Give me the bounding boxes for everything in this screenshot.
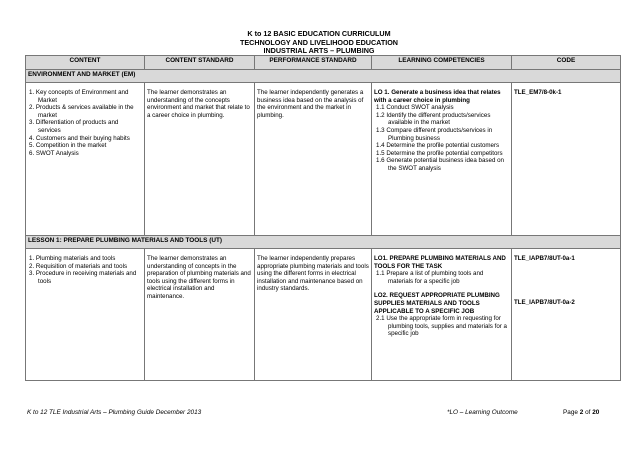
document-header [0,30,638,56]
code-cell: TLE_EM7/8-0k-1 [512,83,621,236]
list-item: 1.6 Generate potential business idea based on the SWOT analysis [376,157,504,172]
list-item: 1.1 Prepare a list of plumbing tools and materials for a specific job [376,270,484,285]
curriculum-table [25,55,621,381]
col-header-code: CODE [512,56,621,70]
list-item: 2.1 Use the appropriate form in requesting for plumbing tools, supplies and materials for a specific job [376,315,508,338]
col-header-content: CONTENT [26,56,145,70]
content-cell [26,83,145,236]
footer-page-number: Page 2 of 20 [563,409,600,416]
list-item: 3. Procedure in receiving materials and tools [29,270,137,285]
code-value: TLE_IAPB7/8UT-0a-2 [514,298,575,306]
header-line-2: TECHNOLOGY AND LIVELIHOOD EDUCATION [240,37,398,47]
section-row [26,236,621,249]
list-item: 4. Customers and their buying habits [29,134,130,142]
footer-document-title: K to 12 TLE Industrial Arts – Plumbing Guide December 2013 [27,409,202,416]
header-line-3: INDUSTRIAL ARTS – PLUMBING [263,46,375,56]
list-item: 1.2 Identify the different products/services available in the market [376,111,491,127]
list-item: 1. Plumbing materials and tools [29,255,116,262]
section-title: ENVIRONMENT AND MARKET (EM) [26,70,621,83]
footer-note: *LO – Learning Outcome [447,409,518,416]
content-standard-cell: The learner demonstrates an understanding of concepts in the preparation of plumbing materials and tools using the different forms in electrical installation and maintenance. [145,249,255,381]
code-value: TLE_IAPB7/8UT-0a-1 [514,255,575,262]
learning-competencies-cell [372,249,512,381]
learning-competencies-cell [372,83,512,236]
code-cell [512,249,621,381]
list-item: 3. Differentiation of products and services [29,119,119,134]
content-standard-cell: The learner demonstrates an understanding of the concepts environment and market that relate to a career choice in plumbing. [145,83,255,236]
list-item: 1.5 Determine the profile potential competitors [376,149,503,157]
learning-outcome-title: LO1. PREPARE PLUMBING MATERIALS AND TOOLS FOR THE TASK [374,255,506,270]
learning-outcome-title: LO 1. Generate a business idea that relates with a career choice in plumbing [374,89,501,104]
list-item: 1.3 Compare different products/services in Plumbing business [376,126,493,142]
col-header-content-standard: CONTENT STANDARD [145,56,255,70]
section-title: LESSON 1: PREPARE PLUMBING MATERIALS AND TOOLS (UT) [26,236,621,249]
list-item: 2. Requisition of materials and tools [29,262,128,270]
list-item: 2. Products & services available in the market [29,104,134,119]
performance-standard-cell: The learner independently generates a business idea based on the analysis of the environment and the market in plumbing. [255,83,372,236]
list-item: 1. Key concepts of Environment and Market [29,89,129,104]
table-row [26,83,621,236]
learning-outcome-title: LO2. REQUEST APPROPRIATE PLUMBING SUPPLIES MATERIALS AND TOOLS APPLICABLE TO A SPECIFIC JOB [374,292,500,315]
table-header-row [26,56,621,70]
list-item: 1.1 Conduct SWOT analysis [376,104,454,112]
list-item: 6. SWOT Analysis [29,149,79,157]
list-item: 1.4 Determine the profile potential customers [376,142,500,150]
content-cell [26,249,145,381]
header-line-1: K to 12 BASIC EDUCATION CURRICULUM [247,29,391,38]
list-item: 5. Competition in the market [29,142,107,150]
section-row [26,70,621,83]
col-header-performance-standard: PERFORMANCE STANDARD [255,56,372,70]
table-row [26,249,621,381]
col-header-learning-competencies: LEARNING COMPETENCIES [372,56,512,70]
performance-standard-cell: The learner independently prepares appropriate plumbing materials and tools using the different forms in electrical installation and maintenance based on industry standards. [255,249,372,381]
